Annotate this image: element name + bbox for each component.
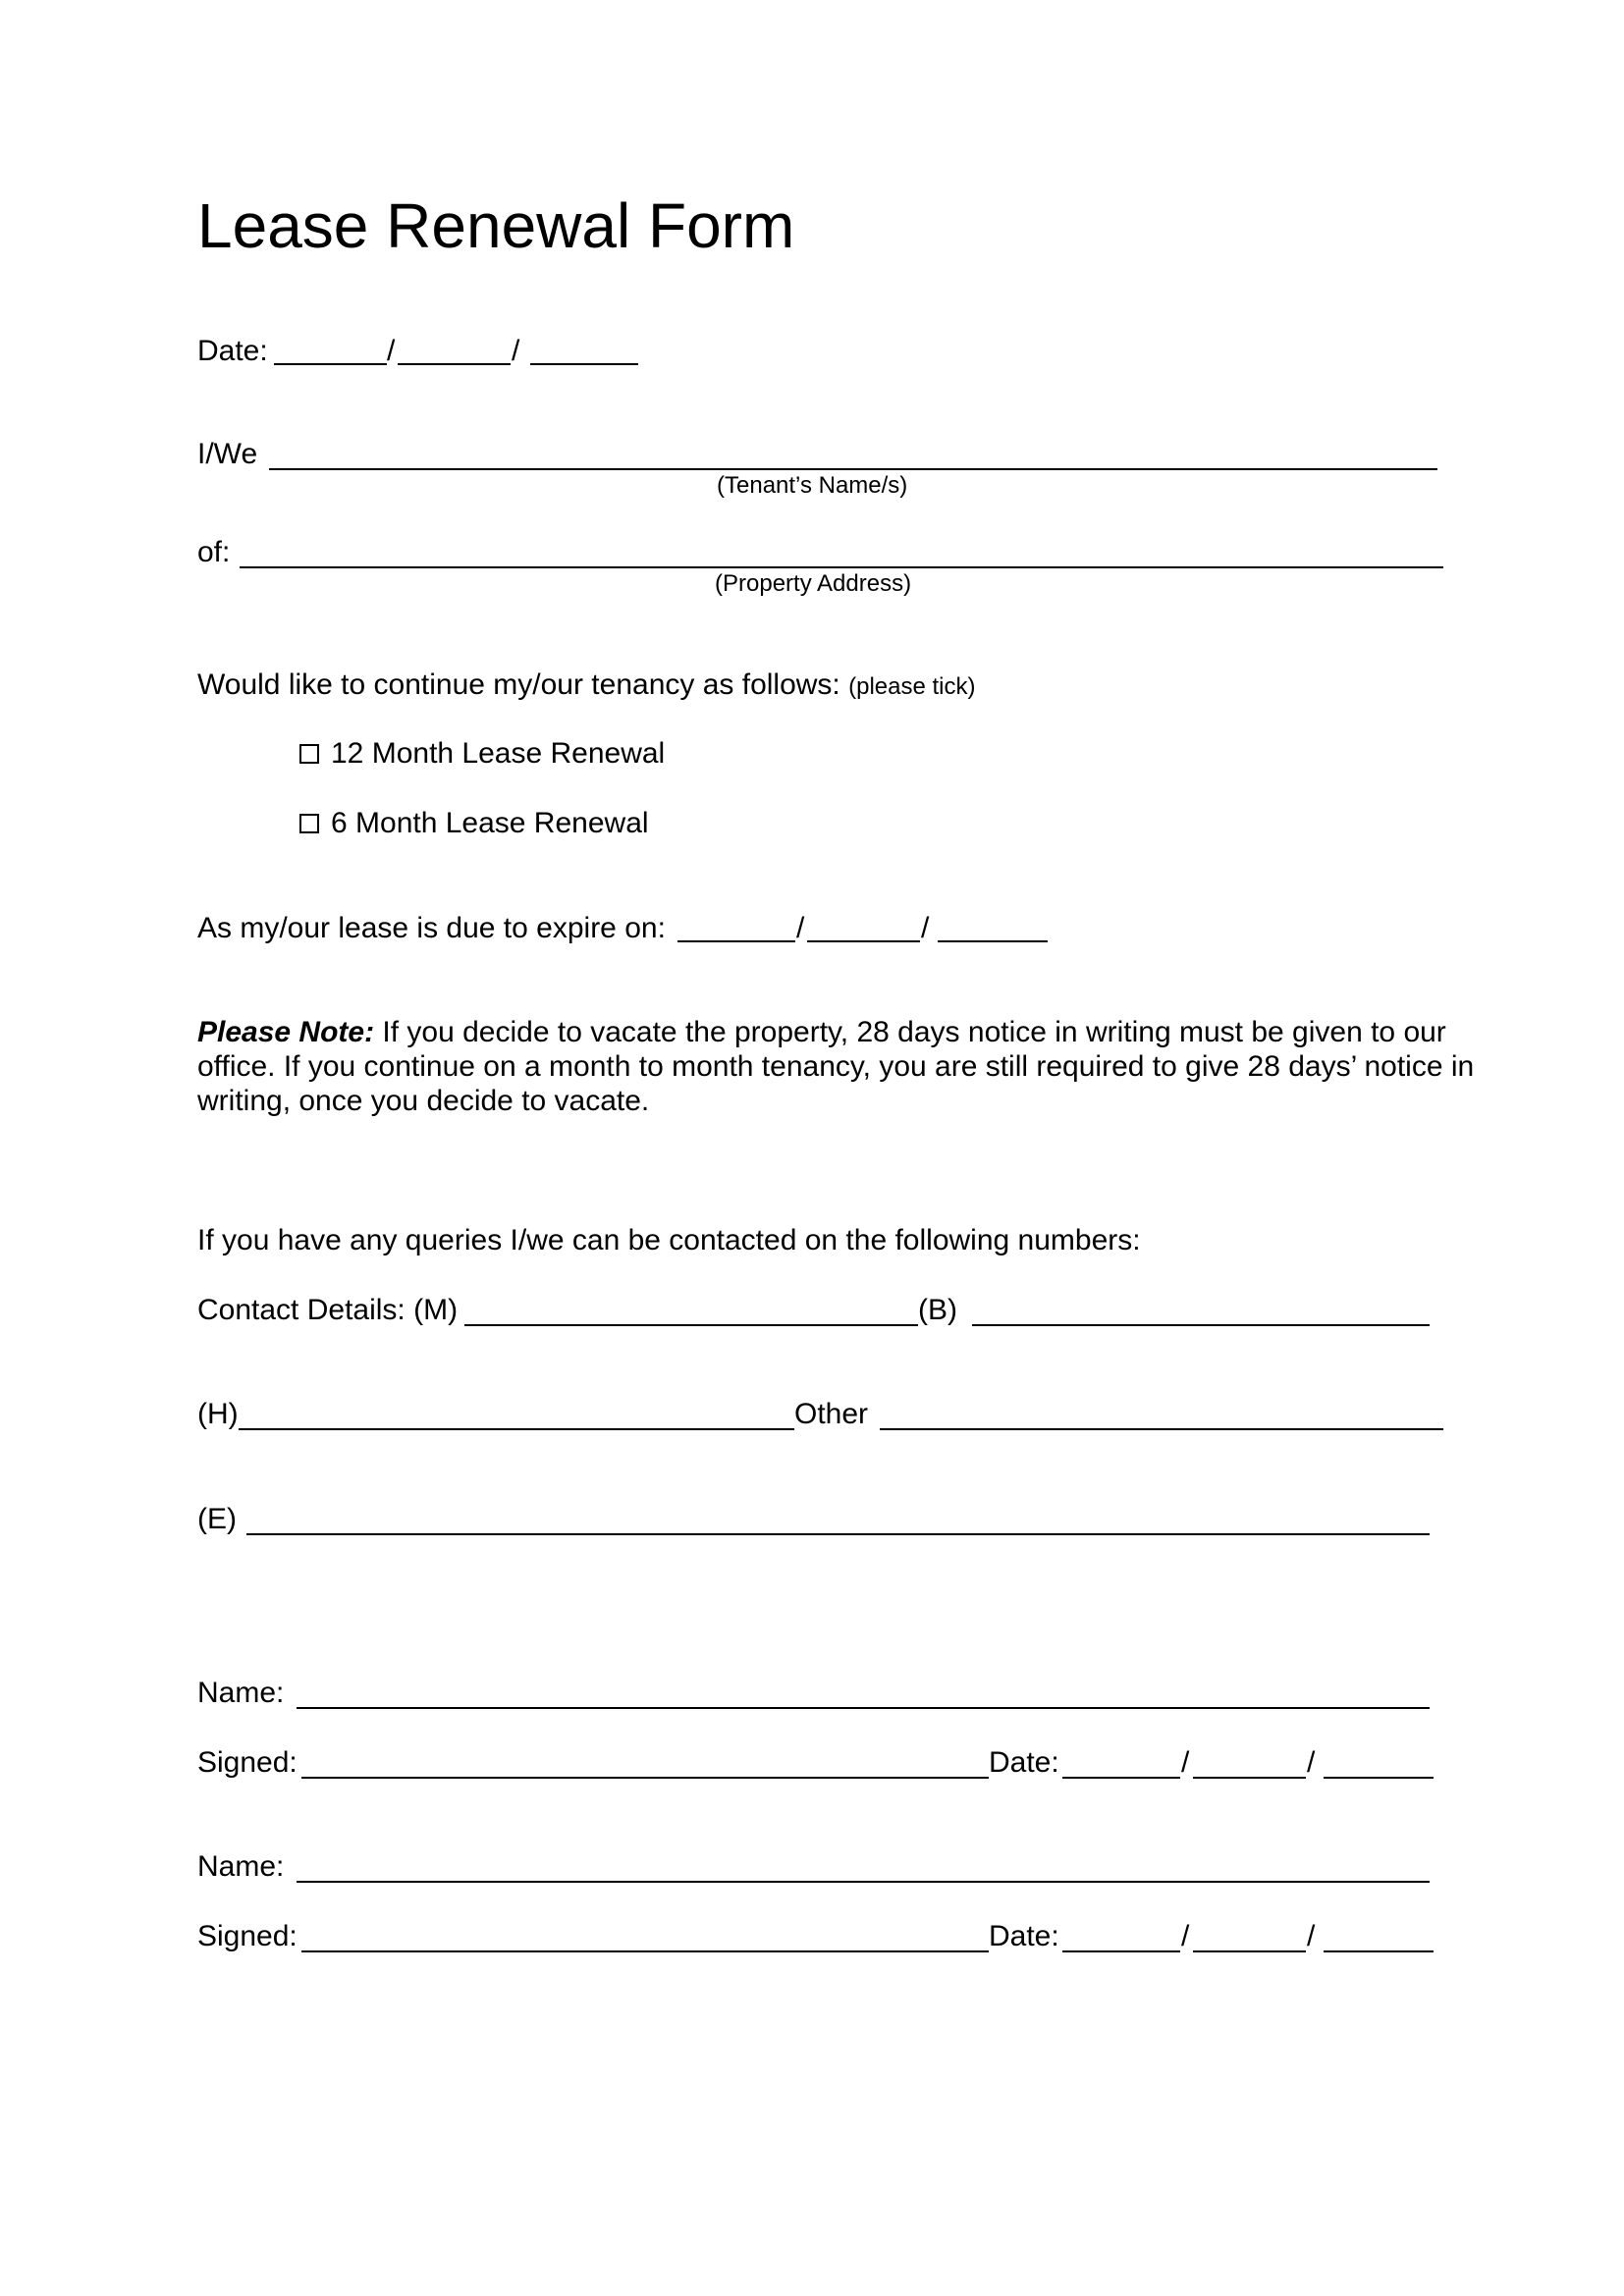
queries-text: If you have any queries I/we can be contacted on the following numbers: [197, 1224, 1141, 1256]
date-separator: / [512, 335, 520, 367]
date-separator: / [1181, 1746, 1190, 1779]
sig-date-year-field-1[interactable] [1324, 1777, 1434, 1779]
signature-field-1[interactable] [301, 1777, 989, 1779]
sig-date-month-field-2[interactable] [1193, 1950, 1306, 1952]
date-separator: / [387, 335, 396, 367]
sig-date-year-field-2[interactable] [1324, 1950, 1434, 1952]
date-separator: / [1181, 1920, 1190, 1952]
expire-day-field[interactable] [677, 940, 795, 942]
property-address-field[interactable] [240, 566, 1443, 568]
home-phone-field[interactable] [239, 1428, 794, 1430]
option-label: 6 Month Lease Renewal [331, 807, 649, 839]
contact-b-label: (B) [918, 1294, 957, 1326]
other-phone-field[interactable] [880, 1428, 1443, 1430]
contact-h-label: (H) [197, 1398, 239, 1430]
of-label: of: [197, 536, 231, 568]
expire-label: As my/our lease is due to expire on: [197, 912, 666, 944]
sig-date-month-field-1[interactable] [1193, 1777, 1306, 1779]
date-day-field[interactable] [274, 363, 387, 365]
date-separator: / [1307, 1920, 1316, 1952]
name-field-1[interactable] [297, 1707, 1430, 1709]
date-label: Date: [197, 335, 268, 367]
tenant-name-field[interactable] [269, 468, 1437, 470]
expire-month-field[interactable] [807, 940, 920, 942]
checkbox-icon[interactable] [299, 744, 319, 764]
option-label: 12 Month Lease Renewal [331, 737, 666, 770]
expire-year-field[interactable] [938, 940, 1048, 942]
date-separator: / [921, 912, 930, 944]
please-tick-hint: (please tick) [848, 673, 976, 700]
name-field-2[interactable] [297, 1881, 1430, 1883]
sig-date-label-1: Date: [989, 1746, 1059, 1779]
please-note-label: Please Note: [197, 1016, 375, 1048]
contact-other-label: Other [794, 1398, 869, 1430]
please-note-paragraph [197, 1015, 1484, 1118]
date-separator: / [1307, 1746, 1316, 1779]
name-label-2: Name: [197, 1850, 285, 1883]
continue-label: Would like to continue my/our tenancy as follows: [197, 668, 840, 701]
continue-text [197, 667, 976, 703]
tenant-name-hint: (Tenant’s Name/s) [717, 472, 908, 499]
please-note-text: If you decide to vacate the property, 28 days notice in writing must be given to our office. If you continue on a month to month tenancy, you are still required to give 28 days’ notice in writing, once you decide to vacate. [197, 1016, 1475, 1117]
option-6-month[interactable] [299, 806, 649, 841]
property-address-hint: (Property Address) [715, 570, 912, 597]
contact-m-label: Contact Details: (M) [197, 1294, 459, 1326]
business-phone-field[interactable] [972, 1324, 1430, 1326]
signed-label-2: Signed: [197, 1920, 298, 1952]
name-label-1: Name: [197, 1677, 285, 1709]
signature-field-2[interactable] [301, 1950, 989, 1952]
contact-e-label: (E) [197, 1503, 237, 1535]
checkbox-icon[interactable] [299, 814, 319, 833]
date-month-field[interactable] [398, 363, 511, 365]
date-year-field[interactable] [530, 363, 638, 365]
sig-date-day-field-1[interactable] [1062, 1777, 1180, 1779]
iwe-label: I/We [197, 438, 258, 470]
page-title: Lease Renewal Form [197, 190, 795, 261]
date-separator: / [796, 912, 805, 944]
sig-date-label-2: Date: [989, 1920, 1059, 1952]
signed-label-1: Signed: [197, 1746, 298, 1779]
option-12-month[interactable] [299, 736, 665, 772]
mobile-field[interactable] [464, 1324, 918, 1326]
email-field[interactable] [246, 1533, 1430, 1535]
sig-date-day-field-2[interactable] [1062, 1950, 1180, 1952]
